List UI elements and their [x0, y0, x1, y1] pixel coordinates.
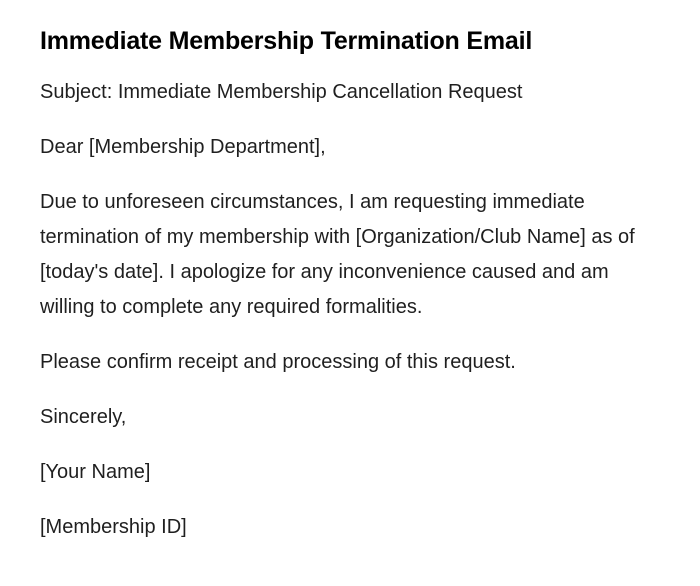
signature-name: [Your Name]: [40, 461, 151, 483]
signature-membership-id: [Membership ID]: [40, 516, 187, 538]
document-title: Immediate Membership Termination Email: [40, 27, 533, 55]
email-request-line: Please confirm receipt and processing of this request.: [40, 351, 516, 373]
email-closing: Sincerely,: [40, 406, 127, 428]
email-body-paragraph: Due to unforeseen circumstances, I am requesting immediate termination of my membership with [Organization/Club Name] as of [today's date]. I apologize for any inconvenience caused and am willing to complete any required formalities.: [40, 191, 635, 318]
email-template-document: [40, 24, 650, 565]
email-subject-line: Subject: Immediate Membership Cancellation Request: [40, 81, 523, 103]
email-salutation: Dear [Membership Department],: [40, 136, 326, 158]
